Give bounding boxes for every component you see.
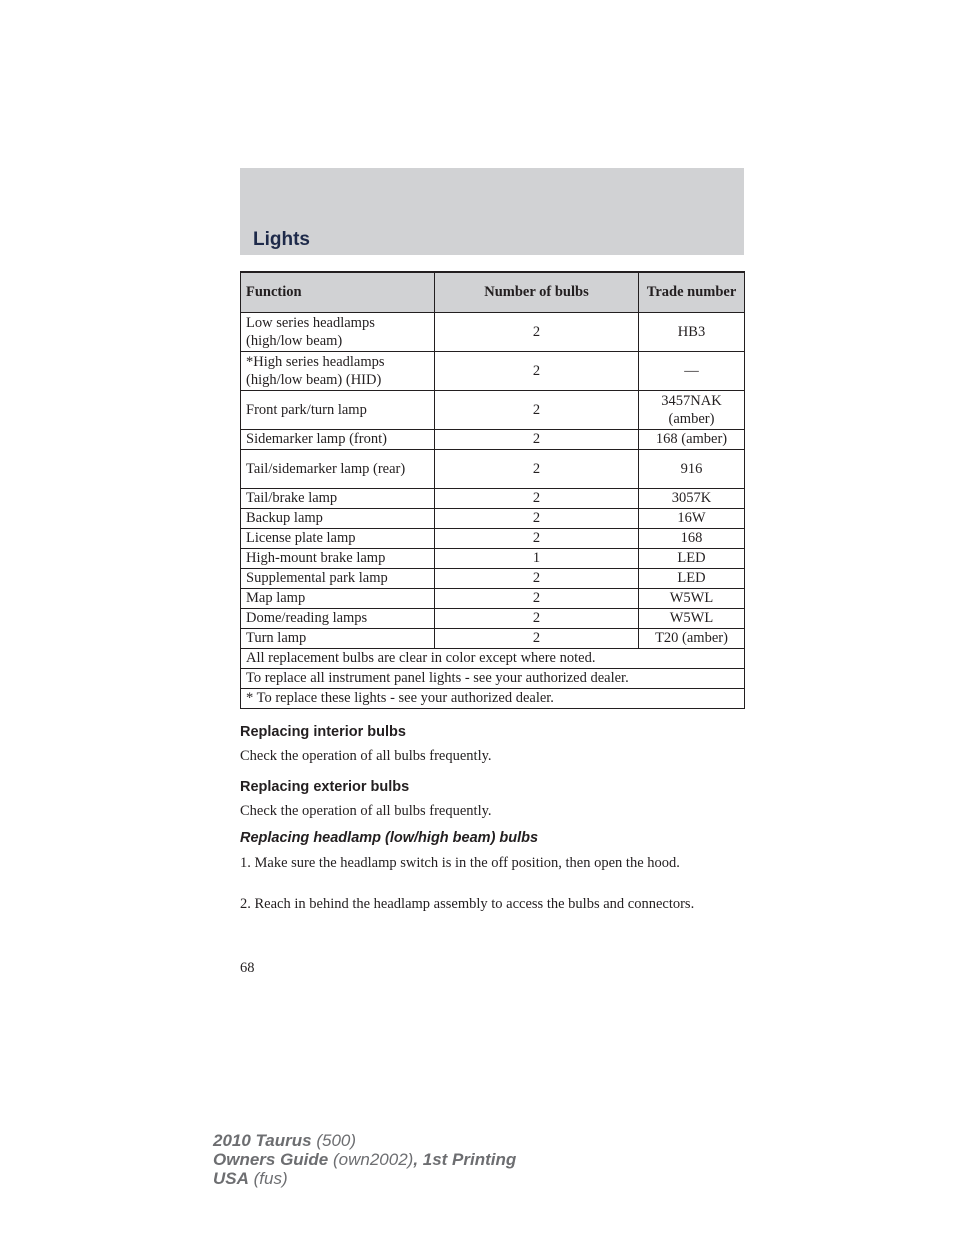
footer-line-2 [213,1150,516,1169]
table-row [241,608,745,628]
cell-bulb-count: 1 [435,548,639,568]
cell-function: Supplemental park lamp [241,568,435,588]
exterior-heading: Replacing exterior bulbs [240,779,410,795]
footer-region: USA [213,1169,249,1188]
cell-trade-number: W5WL [639,588,745,608]
cell-trade-number: W5WL [639,608,745,628]
cell-function: Dome/reading lamps [241,608,435,628]
cell-trade-number: — [639,351,745,390]
footer-guide-code: (own2002) [332,1150,414,1169]
cell-trade-number: 168 [639,528,745,548]
section-title: Lights [253,229,310,250]
cell-function: Front park/turn lamp [241,390,435,429]
page-number: 68 [240,960,255,976]
interior-text: Check the operation of all bulbs frequently. [240,748,492,764]
table-header-row [241,272,745,312]
cell-trade-number: 916 [639,449,745,488]
table-note: * To replace these lights - see your authorized dealer. [241,688,745,708]
table-row [241,390,745,429]
table-note: To replace all instrument panel lights - see your authorized dealer. [241,668,745,688]
table-row [241,568,745,588]
footer-line-3 [213,1169,516,1188]
cell-trade-number: 3057K [639,488,745,508]
header-function: Function [241,272,435,312]
section-header-band [240,168,744,255]
cell-function: Turn lamp [241,628,435,648]
table-row [241,548,745,568]
cell-function: Backup lamp [241,508,435,528]
headlamp-heading: Replacing headlamp (low/high beam) bulbs [240,830,539,846]
cell-bulb-count: 2 [435,390,639,429]
footer-model-code: (500) [316,1131,357,1150]
footer-model: 2010 Taurus [213,1131,312,1150]
cell-function: *High series headlamps (high/low beam) (HID) [241,351,435,390]
table-note: All replacement bulbs are clear in color except where noted. [241,648,745,668]
cell-trade-number: LED [639,548,745,568]
bulb-table-body [241,312,745,708]
cell-trade-number: LED [639,568,745,588]
footer-line-1 [213,1131,516,1150]
table-row [241,488,745,508]
cell-bulb-count: 2 [435,608,639,628]
cell-bulb-count: 2 [435,449,639,488]
cell-trade-number: T20 (amber) [639,628,745,648]
cell-function: License plate lamp [241,528,435,548]
footer-printing: , 1st Printing [413,1150,517,1169]
table-row [241,528,745,548]
table-row [241,588,745,608]
cell-function: Sidemarker lamp (front) [241,429,435,449]
cell-trade-number: 16W [639,508,745,528]
footer-region-code: (fus) [253,1169,288,1188]
table-note-row [241,668,745,688]
exterior-text: Check the operation of all bulbs frequently. [240,803,492,819]
header-trade-number: Trade number [639,272,745,312]
cell-bulb-count: 2 [435,508,639,528]
cell-function: High-mount brake lamp [241,548,435,568]
cell-bulb-count: 2 [435,351,639,390]
cell-function: Tail/brake lamp [241,488,435,508]
header-number-of-bulbs: Number of bulbs [435,272,639,312]
headlamp-step-1: 1. Make sure the headlamp switch is in the off position, then open the hood. [240,855,680,871]
cell-function: Low series headlamps (high/low beam) [241,312,435,351]
bulb-table [240,271,745,709]
cell-bulb-count: 2 [435,312,639,351]
cell-bulb-count: 2 [435,628,639,648]
cell-function: Tail/sidemarker lamp (rear) [241,449,435,488]
cell-trade-number: 168 (amber) [639,429,745,449]
cell-bulb-count: 2 [435,429,639,449]
cell-bulb-count: 2 [435,528,639,548]
cell-bulb-count: 2 [435,488,639,508]
footer-imprint [213,1131,516,1188]
cell-trade-number: 3457NAK (amber) [639,390,745,429]
interior-heading: Replacing interior bulbs [240,724,406,740]
footer-guide: Owners Guide [213,1150,329,1169]
table-row [241,351,745,390]
table-row [241,449,745,488]
cell-function: Map lamp [241,588,435,608]
table-row [241,508,745,528]
table-row [241,628,745,648]
table-note-row [241,648,745,668]
table-row [241,312,745,351]
table-row [241,429,745,449]
table-note-row [241,688,745,708]
headlamp-step-2: 2. Reach in behind the headlamp assembly to access the bulbs and connectors. [240,896,695,912]
cell-bulb-count: 2 [435,588,639,608]
cell-trade-number: HB3 [639,312,745,351]
cell-bulb-count: 2 [435,568,639,588]
